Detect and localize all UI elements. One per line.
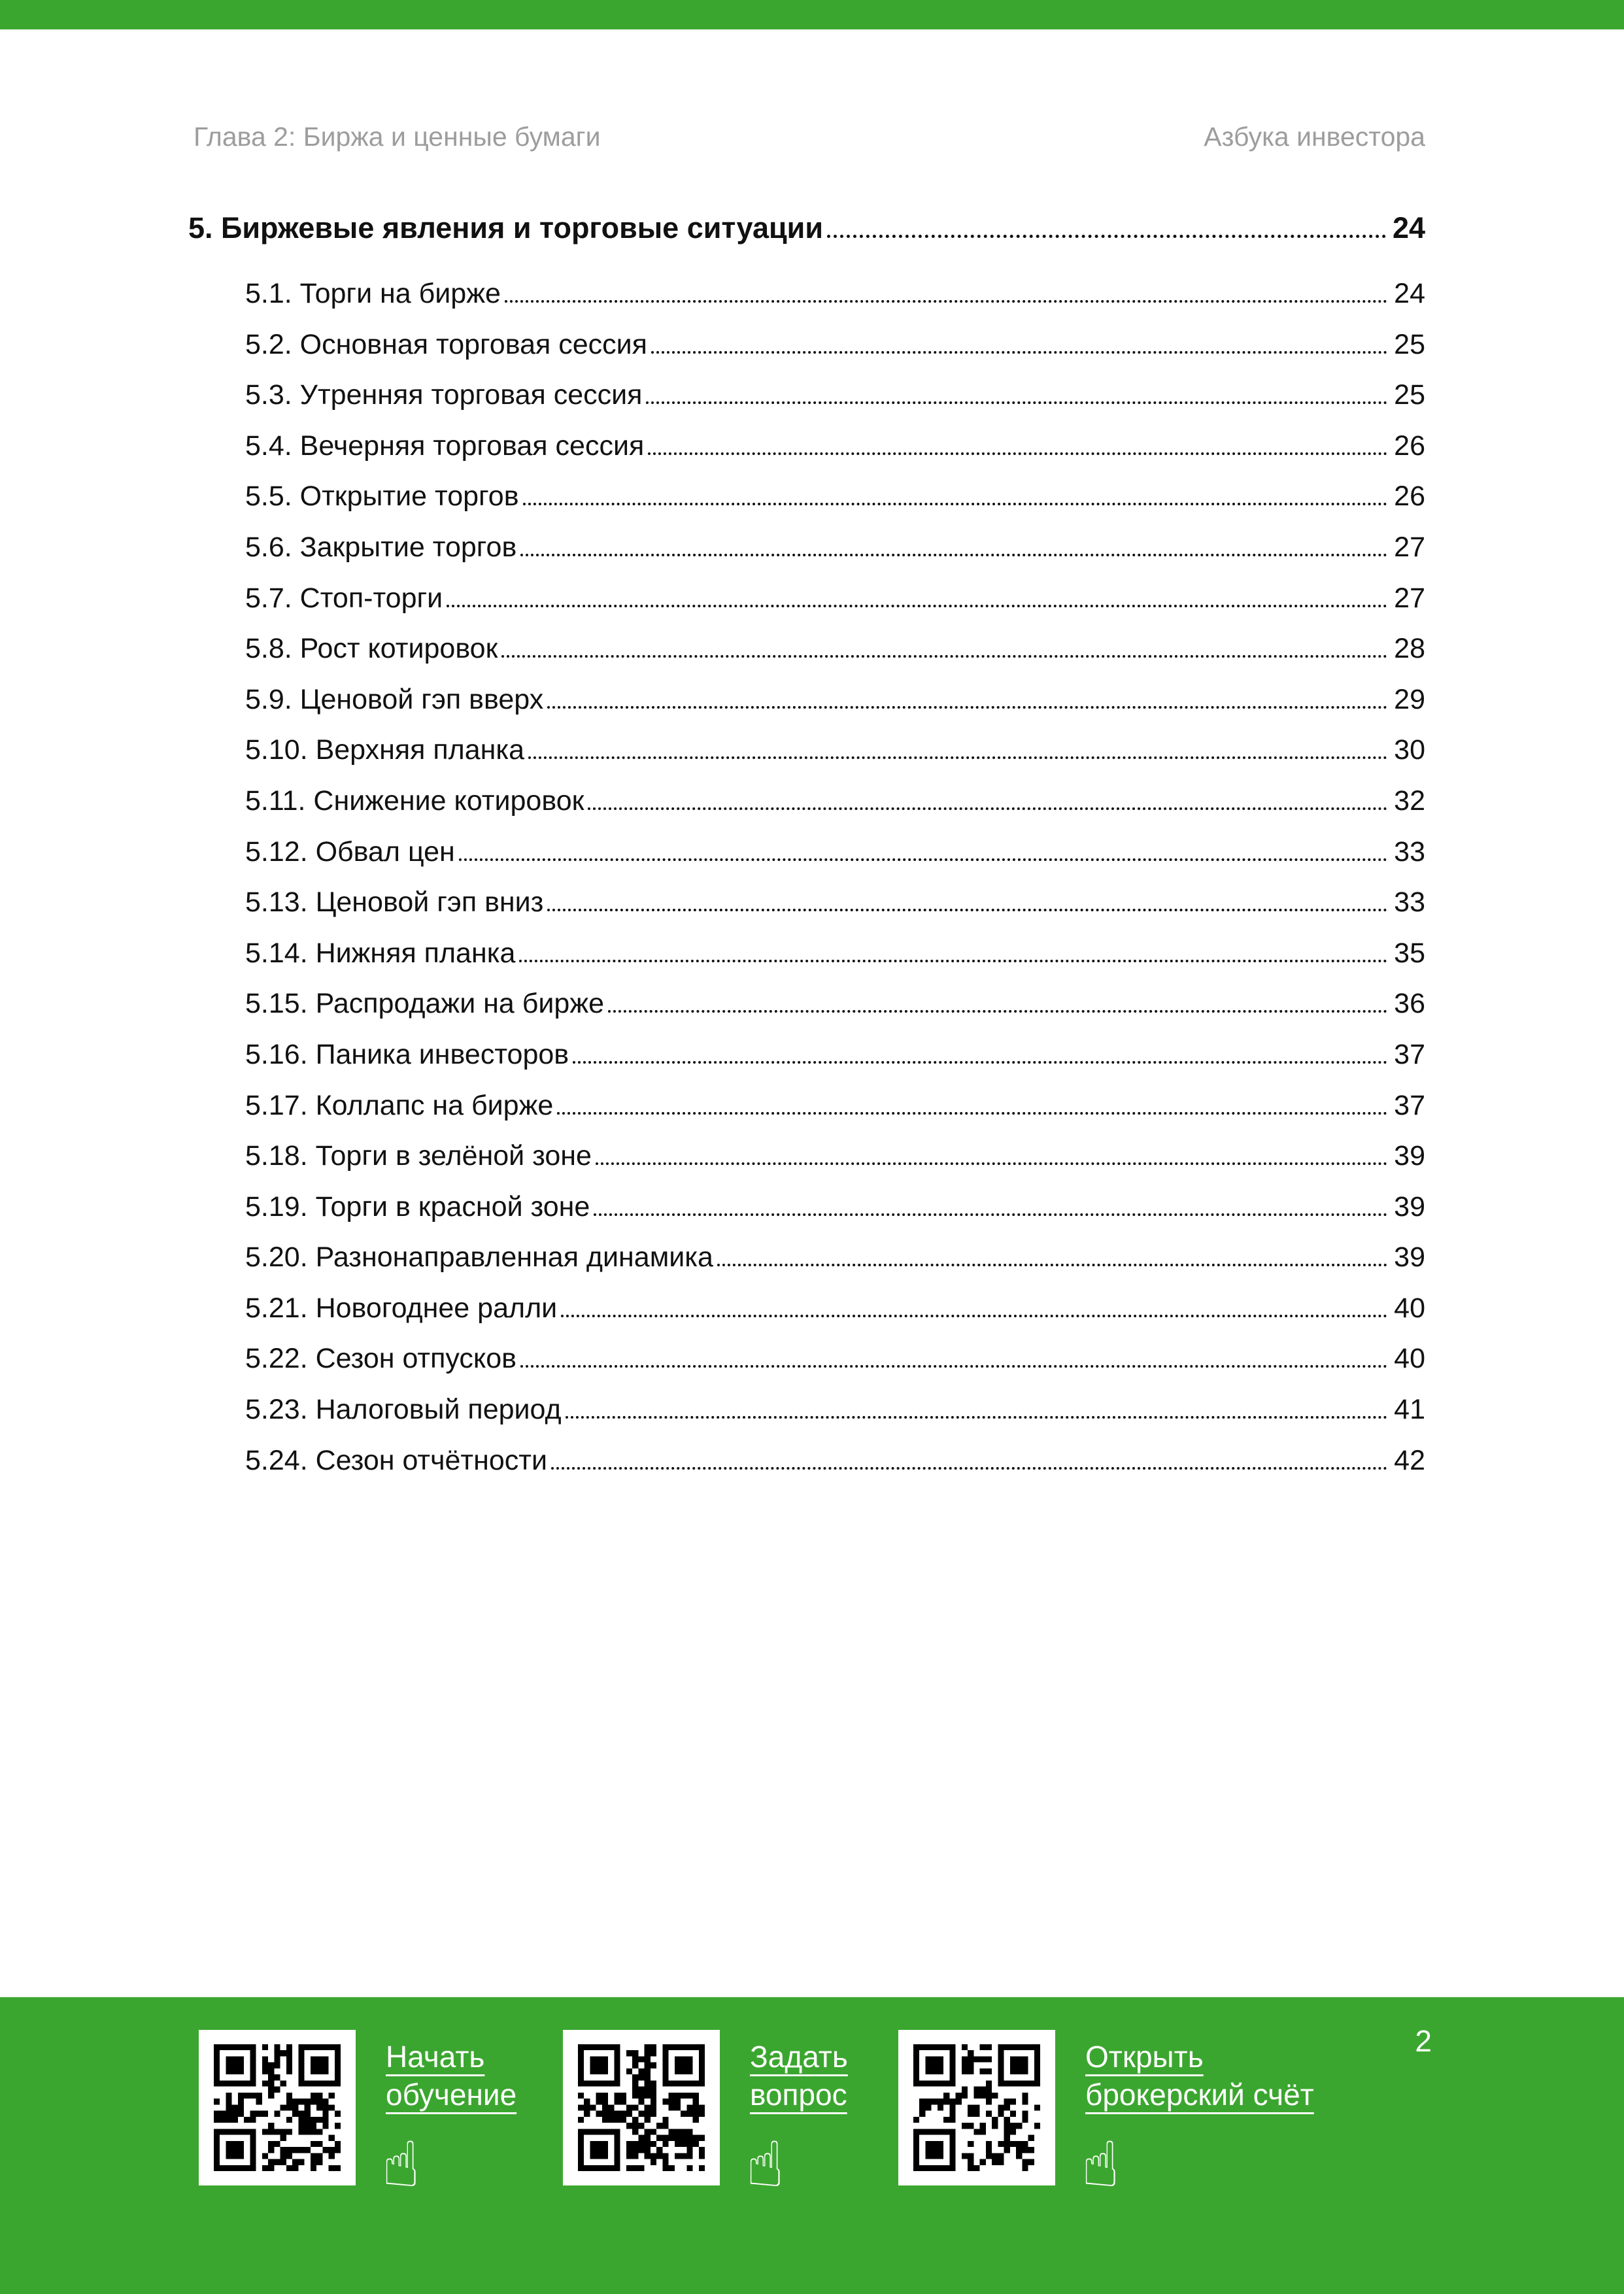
toc-item-page: 26 — [1394, 481, 1425, 513]
header-book-title: Азбука инвестора — [1204, 122, 1425, 152]
toc-item-page: 25 — [1394, 379, 1425, 411]
toc-item-label: 5.3. Утренняя торговая сессия — [245, 379, 643, 411]
toc-item-label: 5.12. Обвал цен — [245, 835, 455, 868]
dotted-leader — [447, 605, 1387, 607]
dotted-leader — [501, 655, 1387, 658]
toc-item-label: 5.15. Распродажи на бирже — [245, 988, 605, 1020]
qr-code — [199, 2030, 356, 2185]
toc-item[interactable] — [188, 328, 1425, 379]
toc-item-page: 39 — [1394, 1190, 1425, 1223]
toc-item-page: 33 — [1394, 835, 1425, 868]
toc-item-page: 26 — [1394, 430, 1425, 462]
toc-item[interactable] — [188, 987, 1425, 1038]
toc-item[interactable] — [188, 1139, 1425, 1190]
toc-item[interactable] — [188, 1038, 1425, 1089]
toc-item-page: 40 — [1394, 1343, 1425, 1375]
dotted-leader — [505, 300, 1387, 303]
toc-item-page: 41 — [1394, 1394, 1425, 1426]
dotted-leader — [717, 1264, 1387, 1266]
dotted-leader — [651, 351, 1387, 354]
dotted-leader — [557, 1112, 1387, 1115]
toc-item-label: 5.21. Новогоднее ралли — [245, 1292, 558, 1324]
toc-item-page: 25 — [1394, 328, 1425, 360]
hand-pointer-icon: ☝ — [1081, 2128, 1120, 2201]
toc-item-page: 32 — [1394, 784, 1425, 817]
footer-link-column — [1081, 2038, 1314, 2201]
toc-item-label: 5.20. Разнонаправленная динамика — [245, 1241, 713, 1274]
toc-item-label: 5.4. Вечерняя торговая сессия — [245, 430, 645, 462]
toc-item-page: 30 — [1394, 734, 1425, 766]
dotted-leader — [588, 807, 1387, 810]
footer-link-column — [382, 2038, 517, 2201]
toc-item-page: 29 — [1394, 683, 1425, 715]
footer-action-group — [563, 2030, 848, 2201]
toc-item-label: 5.13. Ценовой гэп вниз — [245, 886, 544, 919]
toc-item-label: 5.11. Снижение котировок — [245, 784, 584, 817]
toc-item[interactable] — [188, 277, 1425, 328]
toc-item-page: 27 — [1394, 531, 1425, 563]
toc-item[interactable] — [188, 1190, 1425, 1241]
footer-link-line2: обучение — [386, 2078, 517, 2112]
qr-code-pattern — [913, 2044, 1041, 2171]
hand-pointer-icon: ☝ — [746, 2128, 785, 2201]
toc-item-page: 35 — [1394, 937, 1425, 969]
qr-code — [563, 2030, 720, 2185]
toc-item-page: 39 — [1394, 1241, 1425, 1274]
toc-item-page: 36 — [1394, 988, 1425, 1020]
toc-item-page: 37 — [1394, 1089, 1425, 1121]
dotted-leader — [523, 503, 1388, 505]
toc-item-label: 5.2. Основная торговая сессия — [245, 328, 647, 360]
dotted-leader — [573, 1061, 1387, 1064]
footer-link-column — [746, 2038, 848, 2201]
toc-item[interactable] — [188, 784, 1425, 835]
toc-item-label: 5.16. Паника инвесторов — [245, 1038, 569, 1070]
footer-action-group — [898, 2030, 1314, 2201]
toc-item-label: 5.23. Налоговый период — [245, 1394, 562, 1426]
toc-item[interactable] — [188, 531, 1425, 582]
footer-link-line1: Задать — [750, 2040, 848, 2074]
dotted-leader — [519, 960, 1387, 962]
dotted-leader — [594, 1213, 1387, 1216]
toc-item-label: 5.6. Закрытие торгов — [245, 531, 517, 563]
header-chapter-title: Глава 2: Биржа и ценные бумаги — [194, 122, 601, 152]
dotted-leader — [561, 1315, 1387, 1317]
toc-item[interactable] — [188, 683, 1425, 734]
toc-item-label: 5.10. Верхняя планка — [245, 734, 525, 766]
toc-item-page: 42 — [1394, 1444, 1425, 1476]
toc-item-page: 24 — [1394, 278, 1425, 309]
toc-item-label: 5.1. Торги на бирже — [245, 278, 501, 309]
footer-link[interactable] — [1085, 2038, 1314, 2114]
toc-item[interactable] — [188, 1342, 1425, 1393]
hand-pointer-icon: ☝ — [382, 2128, 420, 2201]
toc-item-page: 28 — [1394, 633, 1425, 665]
qr-code-pattern — [213, 2044, 341, 2171]
toc-item-page: 37 — [1394, 1038, 1425, 1070]
toc-item-page: 33 — [1394, 886, 1425, 919]
toc-item[interactable] — [188, 1444, 1425, 1495]
footer-link-line1: Начать — [386, 2040, 485, 2074]
qr-code-pattern — [577, 2044, 705, 2171]
toc-item-page: 40 — [1394, 1292, 1425, 1324]
toc-item-label: 5.19. Торги в красной зоне — [245, 1190, 590, 1223]
dotted-leader — [520, 1365, 1387, 1368]
toc-section-heading[interactable] — [188, 209, 1425, 247]
dotted-leader — [528, 756, 1387, 759]
dotted-leader — [547, 909, 1387, 911]
footer-link-line2: брокерский счёт — [1085, 2078, 1314, 2112]
top-green-bar — [0, 0, 1624, 29]
toc-item[interactable] — [188, 937, 1425, 988]
footer-link-line1: Открыть — [1085, 2040, 1204, 2074]
footer-link-line2: вопрос — [750, 2078, 847, 2112]
toc-item[interactable] — [188, 632, 1425, 683]
toc-item-label: 5.14. Нижняя планка — [245, 937, 516, 969]
footer-link[interactable] — [386, 2038, 516, 2114]
toc-item[interactable] — [188, 379, 1425, 430]
toc-item-label: 5.7. Стоп-торги — [245, 582, 443, 614]
toc-item[interactable] — [188, 1393, 1425, 1444]
dotted-leader — [596, 1162, 1387, 1165]
toc-item-label: 5.18. Торги в зелёной зоне — [245, 1140, 592, 1172]
running-header — [194, 122, 1425, 152]
toc-item[interactable] — [188, 835, 1425, 886]
table-of-contents — [188, 209, 1425, 1494]
footer-banner — [0, 1997, 1624, 2294]
toc-heading-label: 5. Биржевые явления и торговые ситуации — [188, 211, 823, 245]
toc-item-label: 5.9. Ценовой гэп вверх — [245, 683, 544, 715]
toc-item[interactable] — [188, 734, 1425, 784]
dotted-leader — [520, 554, 1387, 556]
toc-item[interactable] — [188, 582, 1425, 633]
toc-item-label: 5.22. Сезон отпусков — [245, 1343, 516, 1375]
toc-item[interactable] — [188, 886, 1425, 937]
dotted-leader — [608, 1010, 1387, 1013]
toc-item-label: 5.8. Рост котировок — [245, 633, 498, 665]
toc-heading-page: 24 — [1392, 211, 1425, 245]
dotted-leader — [646, 401, 1387, 404]
dotted-leader — [648, 452, 1387, 455]
toc-item[interactable] — [188, 1292, 1425, 1343]
footer-action-group — [199, 2030, 517, 2201]
toc-item[interactable] — [188, 1089, 1425, 1140]
toc-item-list — [188, 277, 1425, 1494]
toc-item-page: 39 — [1394, 1140, 1425, 1172]
toc-item-label: 5.17. Коллапс на бирже — [245, 1089, 554, 1121]
dotted-leader — [827, 235, 1386, 238]
dotted-leader — [551, 1467, 1387, 1470]
qr-code — [898, 2030, 1055, 2185]
toc-item[interactable] — [188, 430, 1425, 481]
footer-link[interactable] — [750, 2038, 848, 2114]
dotted-leader — [459, 858, 1387, 861]
toc-item-page: 27 — [1394, 582, 1425, 614]
toc-item-label: 5.24. Сезон отчётности — [245, 1444, 547, 1476]
dotted-leader — [566, 1416, 1388, 1419]
toc-item[interactable] — [188, 1241, 1425, 1292]
dotted-leader — [547, 706, 1387, 709]
toc-item-label: 5.5. Открытие торгов — [245, 481, 519, 513]
toc-item[interactable] — [188, 480, 1425, 531]
page-number: 2 — [1415, 2024, 1432, 2058]
